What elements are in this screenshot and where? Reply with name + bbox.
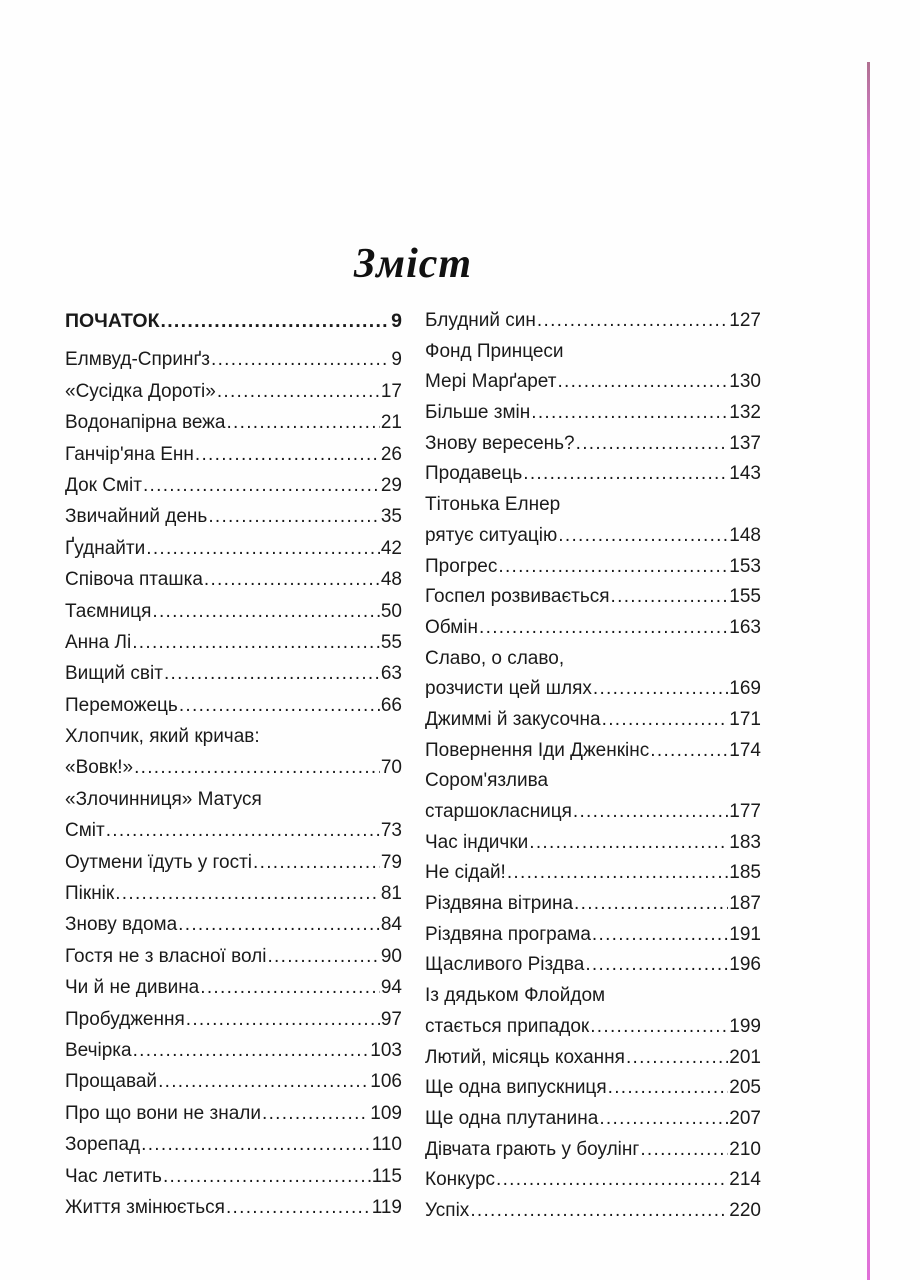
toc-entry-title: Пікнік [65, 883, 115, 905]
toc-page-number: 9 [391, 349, 402, 371]
toc-page-number: 191 [729, 923, 761, 945]
toc-page-number: 207 [729, 1107, 761, 1129]
toc-page-number: 185 [729, 862, 761, 884]
toc-entry-title: Ганчір'яна Енн [65, 443, 194, 465]
toc-page-number: 84 [380, 914, 402, 936]
toc-entry-continuation [425, 1012, 761, 1043]
toc-page-number: 48 [380, 569, 402, 591]
dot-leader [115, 878, 380, 909]
toc-entry-title: стається припадок [425, 1015, 590, 1037]
toc-page-number: 210 [729, 1138, 761, 1160]
toc-entry [425, 459, 761, 490]
dot-leader [164, 658, 380, 689]
toc-entry-title: Вечірка [65, 1039, 132, 1061]
toc-page-number: 199 [729, 1015, 761, 1037]
toc-entry-title: Звичайний день [65, 506, 208, 528]
toc-page-number: 50 [380, 600, 402, 622]
dot-leader [226, 407, 379, 438]
toc-entry [425, 337, 761, 368]
toc-entry-title: Пробудження [65, 1008, 185, 1030]
dot-leader [200, 972, 380, 1003]
toc-entry [65, 878, 402, 909]
toc-entry-title: Лютий, місяць кохання [425, 1046, 625, 1068]
dot-leader [211, 344, 390, 375]
dot-leader [133, 1035, 370, 1066]
toc-entry-title: Блудний син [425, 310, 536, 331]
toc-entry-title: рятує ситуацію [425, 524, 558, 546]
toc-entry [65, 376, 402, 407]
dot-leader [204, 564, 380, 595]
toc-page-number: 63 [380, 663, 402, 685]
toc-entry [425, 920, 761, 951]
dot-leader [529, 828, 728, 859]
toc-entry [425, 306, 761, 337]
toc-page-number: 42 [380, 537, 402, 559]
dot-leader [479, 613, 728, 644]
dot-leader [599, 1104, 728, 1135]
toc-entry [65, 596, 402, 627]
toc-page-number: 29 [380, 474, 402, 496]
toc-entry [65, 972, 402, 1003]
dot-leader [134, 752, 380, 783]
page-title: Зміст [353, 241, 473, 288]
toc-page-number: 94 [380, 977, 402, 999]
dot-leader [537, 306, 728, 337]
dot-leader [262, 1098, 369, 1129]
toc-entry [65, 1098, 402, 1129]
dot-leader [226, 1192, 371, 1223]
toc-entry [65, 306, 402, 337]
toc-page-number: 130 [729, 371, 761, 393]
toc-left-column [65, 306, 402, 1223]
toc-entry-title: Водонапірна вежа [65, 412, 226, 434]
toc-entry-title: Ґуднайти [65, 537, 146, 559]
toc-page-number: 35 [380, 506, 402, 528]
page-edge [867, 62, 870, 1280]
toc-entry-title: Чи й не дивина [65, 977, 200, 999]
dot-leader [611, 582, 729, 613]
toc-entry [65, 784, 402, 815]
toc-entry [65, 909, 402, 940]
toc-entry-title: Таємниця [65, 600, 152, 622]
toc-entry [425, 889, 761, 920]
toc-entry-title: «Злочинниця» Матуся [65, 788, 262, 810]
dot-leader [146, 533, 380, 564]
toc-entry [65, 627, 402, 658]
toc-entry [65, 658, 402, 689]
toc-entry-continuation [65, 815, 402, 846]
toc-page-number: 81 [380, 883, 402, 905]
dot-leader [507, 858, 728, 889]
dot-leader [608, 1073, 729, 1104]
toc-page-number: 155 [729, 586, 761, 608]
toc-page-number: 174 [729, 739, 761, 761]
dot-leader [592, 920, 728, 951]
toc-entry [425, 1135, 761, 1166]
dot-leader [590, 1012, 728, 1043]
toc-entry-title: Хлопчик, який кричав: [65, 726, 260, 748]
toc-entry-title: Співоча пташка [65, 569, 203, 591]
toc-entry [65, 721, 402, 752]
dot-leader [267, 941, 379, 972]
toc-entry-title: Різдвяна програма [425, 923, 591, 945]
dot-leader [585, 950, 728, 981]
toc-page-number: 115 [371, 1165, 402, 1187]
dot-leader [558, 521, 728, 552]
dot-leader [557, 367, 728, 398]
toc-entry-title: Мері Марґарет [425, 371, 557, 393]
toc-entry [65, 1161, 402, 1192]
toc-entry [65, 407, 402, 438]
toc-entry-title: Прогрес [425, 555, 498, 577]
toc-entry-continuation [425, 674, 761, 705]
toc-entry [425, 950, 761, 981]
toc-entry-continuation [425, 521, 761, 552]
toc-entry-continuation [425, 367, 761, 398]
toc-entry-title: Повернення Іди Дженкінс [425, 739, 650, 761]
dot-leader [640, 1135, 728, 1166]
toc-entry [425, 1104, 761, 1135]
toc-entry-title: Успіх [425, 1199, 470, 1221]
toc-entry-title: Ще одна плутанина [425, 1107, 599, 1129]
toc-page-number: 97 [380, 1008, 402, 1030]
dot-leader [602, 705, 729, 736]
toc-entry [65, 344, 402, 375]
toc-entry [425, 552, 761, 583]
toc-entry-title: Славо, о славо, [425, 647, 565, 669]
dot-leader [152, 596, 380, 627]
toc-entry [65, 564, 402, 595]
toc-page-number: 220 [729, 1199, 761, 1221]
toc-entry-title: Обмін [425, 616, 479, 638]
dot-leader [470, 1196, 728, 1227]
toc-entry [425, 705, 761, 736]
toc-entry [65, 847, 402, 878]
toc-page-number: 9 [391, 310, 402, 332]
toc-entry [65, 439, 402, 470]
toc-entry-title: Вищий світ [65, 663, 163, 685]
toc-entry-title: Конкурс [425, 1169, 496, 1191]
dot-leader [523, 459, 728, 490]
toc-page-number: 177 [729, 801, 761, 822]
toc-page-number: 17 [380, 380, 402, 402]
toc-page-number: 201 [729, 1046, 761, 1068]
toc-entry-title: Дівчата грають у боулінг [425, 1138, 640, 1160]
toc-entry [65, 1129, 402, 1160]
toc-entry [425, 1165, 761, 1196]
toc-entry-title: Елмвуд-Спринґз [65, 349, 210, 371]
toc-entry-title: Продавець [425, 463, 523, 485]
toc-entry [425, 613, 761, 644]
toc-entry [425, 398, 761, 429]
toc-entry-continuation [65, 752, 402, 783]
toc-entry-title: Життя змінюється [65, 1196, 225, 1218]
toc-page-number: 106 [370, 1071, 402, 1093]
toc-entry-title: «Сусідка Дороті» [65, 380, 216, 402]
toc-page-number: 137 [729, 432, 761, 454]
toc-page-number: 109 [370, 1102, 402, 1124]
dot-leader [195, 439, 380, 470]
toc-entry-title: Переможець [65, 694, 178, 716]
toc-entry [425, 858, 761, 889]
toc-page-number: 55 [380, 631, 402, 653]
toc-entry-title: Сміт [65, 820, 105, 842]
dot-leader [576, 429, 729, 460]
toc-entry-title: Госпел розвивається [425, 586, 610, 608]
toc-entry [425, 1073, 761, 1104]
dot-leader [253, 847, 380, 878]
dot-leader [163, 1161, 371, 1192]
toc-entry [65, 1004, 402, 1035]
toc-entry-title: Гостя не з власної волі [65, 945, 267, 967]
dot-leader [573, 797, 728, 828]
toc-entry-title: Більше змін [425, 402, 531, 424]
toc-entry-title: розчисти цей шлях [425, 678, 592, 700]
toc-entry-title: Із дядьком Флойдом [425, 985, 606, 1007]
toc-page-number: 21 [380, 412, 402, 434]
toc-entry [65, 533, 402, 564]
toc-page-number: 148 [729, 524, 761, 546]
toc-entry-title: Не сідай! [425, 862, 506, 884]
toc-page-number: 214 [729, 1169, 761, 1191]
toc-entry [65, 690, 402, 721]
toc-right-column [425, 306, 761, 1227]
toc-page-number: 70 [380, 757, 402, 779]
toc-entry [425, 1196, 761, 1227]
dot-leader [179, 690, 380, 721]
dot-leader [626, 1043, 728, 1074]
toc-entry [425, 828, 761, 859]
toc-entry [425, 644, 761, 675]
toc-entry [65, 941, 402, 972]
dot-leader [143, 470, 380, 501]
dot-leader [496, 1165, 728, 1196]
toc-entry [65, 501, 402, 532]
toc-page-number: 26 [380, 443, 402, 465]
toc-entry [425, 582, 761, 613]
toc-entry-title: Док Сміт [65, 474, 142, 496]
toc-entry-title: Джиммі й закусочна [425, 708, 601, 730]
toc-entry-title: Ще одна випускниця [425, 1077, 607, 1099]
toc-page-number: 143 [729, 463, 761, 485]
toc-page-number: 66 [380, 694, 402, 716]
toc-entry-title: Про що вони не знали [65, 1102, 261, 1124]
dot-leader [574, 889, 728, 920]
dot-leader [132, 627, 380, 658]
toc-page-number: 171 [729, 708, 761, 730]
toc-entry [425, 736, 761, 767]
toc-entry [425, 766, 761, 797]
toc-page-number: 196 [729, 954, 761, 976]
dot-leader [593, 674, 728, 705]
toc-entry-title: Час летить [65, 1165, 162, 1187]
toc-page-number: 90 [380, 945, 402, 967]
toc-entry-title: Анна Лі [65, 631, 132, 653]
dot-leader [217, 376, 380, 407]
toc-page-number: 163 [729, 616, 761, 638]
dot-leader [158, 1066, 369, 1097]
toc-page-number: 153 [729, 555, 761, 577]
dot-leader [106, 815, 380, 846]
toc-entry-title: Прощавай [65, 1071, 158, 1093]
toc-page-number: 205 [729, 1077, 761, 1099]
toc-page-number: 183 [729, 831, 761, 853]
dot-leader [650, 736, 728, 767]
toc-entry [65, 1066, 402, 1097]
toc-entry [425, 490, 761, 521]
toc-entry-title: Знову вересень? [425, 432, 575, 454]
toc-page-number: 169 [729, 678, 761, 700]
toc-entry-title: Щасливого Різдва [425, 954, 585, 976]
toc-page-number: 79 [380, 851, 402, 873]
toc-entry-title: Тітонька Елнер [425, 494, 561, 516]
toc-page-number: 187 [729, 893, 761, 915]
toc-page-number: 73 [380, 820, 402, 842]
toc-entry [425, 429, 761, 460]
toc-entry-title: Час індички [425, 831, 529, 853]
toc-entry [425, 981, 761, 1012]
dot-leader [161, 306, 391, 337]
toc-entry-continuation [425, 797, 761, 828]
toc-entry-title: «Вовк!» [65, 757, 134, 779]
dot-leader [178, 909, 380, 940]
toc-entry-title: Фонд Принцеси [425, 340, 564, 362]
dot-leader [208, 501, 380, 532]
toc-entry-title: Знову вдома [65, 914, 178, 936]
dot-leader [498, 552, 728, 583]
toc-entry-title: Різдвяна вітрина [425, 893, 574, 915]
toc-entry [65, 1192, 402, 1223]
dot-leader [531, 398, 728, 429]
toc-entry [65, 470, 402, 501]
toc-page-number: 127 [729, 310, 761, 331]
toc-page-number: 110 [371, 1134, 402, 1156]
toc-entry-title: Зорепад [65, 1134, 141, 1156]
toc-entry-title: Оутмени їдуть у гості [65, 851, 253, 873]
toc-entry-title: Сором'язлива [425, 770, 549, 792]
toc-page-number: 132 [729, 402, 761, 424]
toc-page-number: 103 [370, 1039, 402, 1061]
toc-entry-title: старшокласниця [425, 801, 572, 822]
toc-entry [425, 1043, 761, 1074]
dot-leader [186, 1004, 380, 1035]
toc-page-number: 119 [371, 1196, 402, 1218]
toc-entry-title: ПОЧАТОК [65, 310, 160, 332]
toc-entry [65, 1035, 402, 1066]
dot-leader [141, 1129, 371, 1160]
